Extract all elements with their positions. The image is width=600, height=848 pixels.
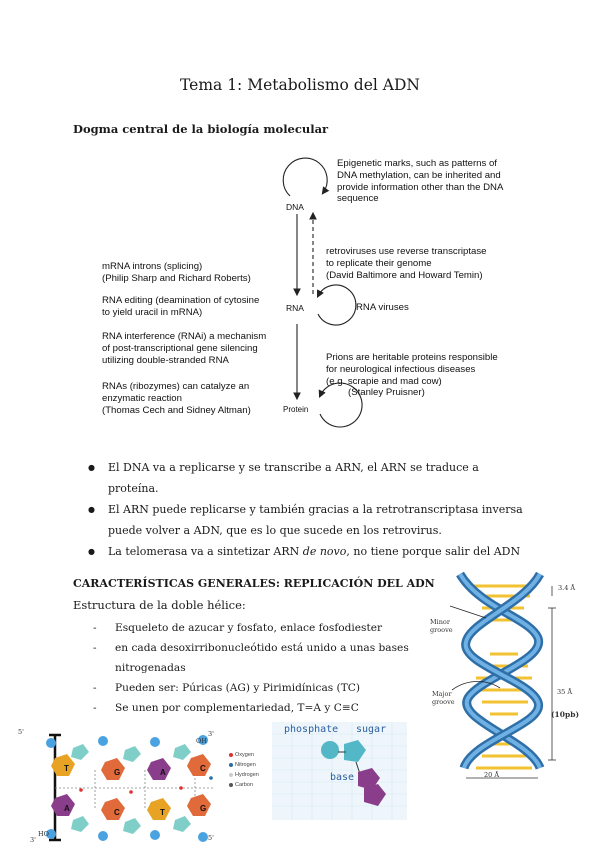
list-item: - Se unen por complementariedad, T=A y C≡C: [93, 698, 423, 718]
base-label: G: [114, 768, 121, 777]
ladder-end-bottom-right: 5': [208, 834, 214, 842]
note-ribozymes: RNAs (ribozymes) can catalyze an enzymatic reaction (Thomas Cech and Sidney Altman): [102, 381, 251, 416]
ladder-end-bottom-left: 3': [30, 836, 36, 844]
dna-replication-arrow: [283, 158, 327, 196]
sketch-base-label: base: [330, 772, 355, 783]
note-rnai: RNA interference (RNAi) a mechanism of post-transcriptional gene silencing utilizing double-stranded RNA: [102, 331, 267, 366]
major-groove-label: Major groove: [432, 690, 455, 706]
list-item: - Esqueleto de azucar y fosfato, enlace fosfodiester: [93, 618, 423, 638]
legend-carbon: Carbon: [235, 782, 254, 788]
helix-pitch-label: 3.4 Å: [558, 584, 576, 592]
ladder-end-top-right: 3': [208, 730, 214, 738]
ladder-end-top-left: 5': [18, 728, 24, 736]
base-label: T: [160, 808, 165, 817]
page-title: Tema 1: Metabolismo del ADN: [180, 76, 420, 94]
section-title-dogma: Dogma central de la biología molecular: [73, 122, 329, 136]
note-rna-editing: RNA editing (deamination of cytosine to yield uracil in mRNA): [102, 295, 260, 318]
legend-hydrogen: Hydrogen: [235, 772, 259, 778]
helix-width-label: 20 Å: [484, 771, 500, 779]
legend-oxygen: Oxygen: [235, 752, 254, 758]
rna-replication-arrow: [318, 285, 356, 325]
list-item: - en cada desoxirribonucleótido está unido a unas bases nitrogenadas: [93, 638, 423, 678]
note-retroviruses: retroviruses use reverse transcriptase to replicate their genome (David Baltimore and Howard Temin): [326, 246, 487, 281]
helix-bp-label: (10pb): [551, 710, 580, 719]
dna-ladder-illustration: [15, 730, 265, 845]
dogma-bullet-list: [88, 457, 538, 562]
base-label: A: [64, 804, 70, 813]
node-rna: RNA: [286, 303, 304, 313]
ladder-oh-label: OH: [196, 737, 207, 745]
double-helix-illustration: [420, 568, 595, 788]
note-rna-viruses: RNA viruses: [356, 302, 409, 313]
base-label: T: [64, 764, 69, 773]
helix-turn-label: 35 Å: [557, 688, 573, 696]
nucleotide-sketch: [272, 722, 407, 820]
note-epigenetic: Epigenetic marks, such as patterns of DNA methylation, can be inherited and provide information other than the DNA sequence: [337, 158, 504, 205]
node-dna: DNA: [286, 202, 304, 212]
base-label: C: [114, 808, 120, 817]
base-label: A: [160, 768, 166, 777]
bullet-item: ● El ARN puede replicarse y también gracias a la retrotranscriptasa inversa puede volver a ADN, que es lo que sucede en los retrovirus.: [88, 499, 538, 541]
ladder-ho-label: HO: [38, 830, 49, 838]
base-label: G: [200, 804, 207, 813]
structure-list: [93, 618, 423, 718]
section-subheading: Estructura de la doble hélice:: [73, 598, 246, 612]
node-protein: Protein: [283, 405, 309, 414]
list-item: - Pueden ser: Púricas (AG) y Pirimidínicas (TC): [93, 678, 423, 698]
section-heading-replication: CARACTERÍSTICAS GENERALES: REPLICACIÓN DEL ADN: [73, 577, 435, 590]
note-prions: Prions are heritable proteins responsible for neurological infectious diseases (e.g. scrapie and mad cow) (Stanley Pruisner): [326, 352, 498, 399]
bullet-item: ● El DNA va a replicarse y se transcribe a ARN, el ARN se traduce a proteína.: [88, 457, 538, 499]
bullet-item: ● La telomerasa va a sintetizar ARN de novo, no tiene porque salir del ADN: [88, 541, 538, 562]
sketch-phosphate-label: phosphate: [284, 724, 339, 735]
note-mrna-introns: mRNA introns (splicing) (Philip Sharp and Richard Roberts): [102, 261, 251, 284]
minor-groove-label: Minor groove: [430, 618, 453, 634]
base-label: C: [200, 764, 206, 773]
sketch-sugar-label: sugar: [356, 724, 387, 735]
legend-nitrogen: Nitrogen: [235, 762, 256, 768]
